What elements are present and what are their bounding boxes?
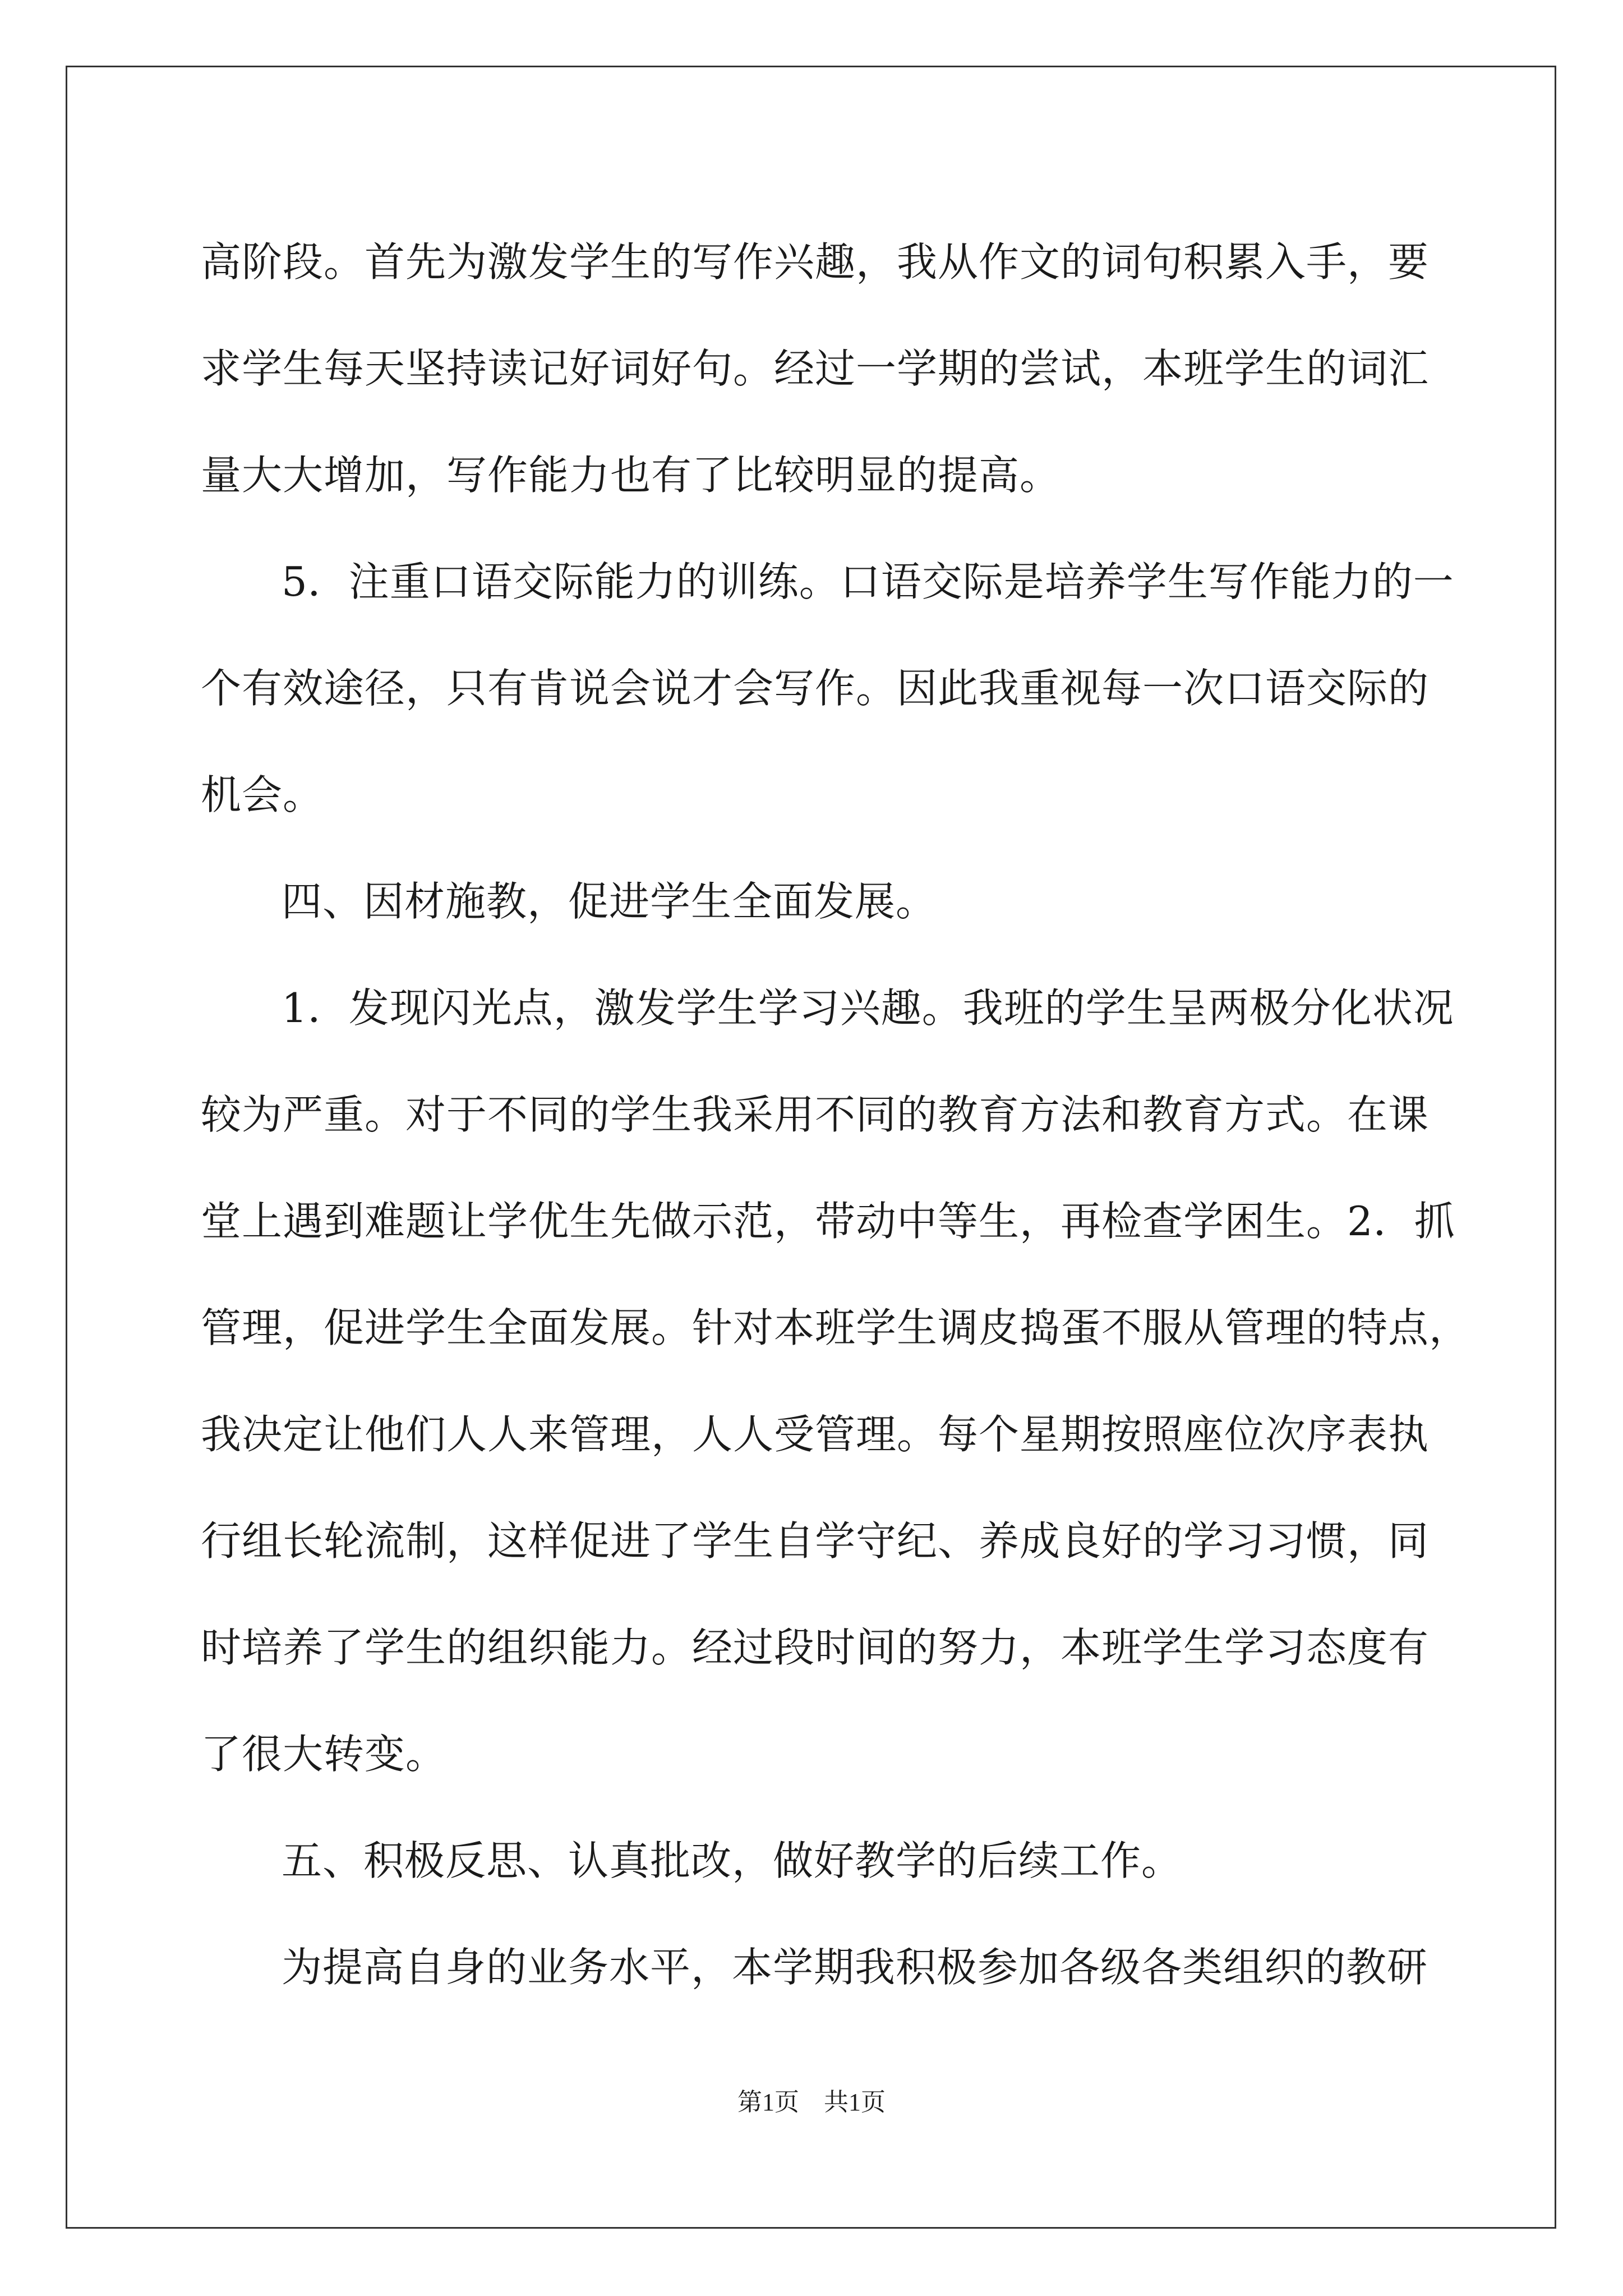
section-heading: 五、积极反思、认真批改，做好教学的后续工作。 [282, 1837, 1183, 1884]
text-line: 求学生每天坚持读记好词好句。经过一学期的尝试，本班学生的词汇 [201, 345, 1430, 392]
text-line: 了很大转变。 [201, 1731, 447, 1778]
text-line: 量大大增加，写作能力也有了比较明显的提高。 [201, 452, 1061, 499]
document-body [201, 209, 1470, 2021]
text-line: 为提高自身的业务水平，本学期我积极参加各级各类组织的教研 [282, 1944, 1428, 1991]
text-line: 高阶段。首先为激发学生的写作兴趣，我从作文的词句积累入手，要 [201, 238, 1430, 286]
total-page-count: 共1页 [824, 2088, 886, 2116]
text-line: 较为严重。对于不同的学生我采用不同的教育方法和教育方式。在课 [201, 1091, 1430, 1138]
text-line: 时培养了学生的组织能力。经过段时间的努力，本班学生学习态度有 [201, 1624, 1430, 1671]
text-line: 机会。 [201, 771, 324, 818]
text-line: 5．注重口语交际能力的训练。口语交际是培养学生写作能力的一 [282, 558, 1454, 605]
current-page-number: 第1页 [737, 2088, 799, 2116]
text-line: 堂上遇到难题让学优生先做示范，带动中等生，再检查学困生。2．抓 [201, 1198, 1455, 1245]
text-line: 个有效途径，只有肯说会说才会写作。因此我重视每一次口语交际的 [201, 665, 1430, 712]
text-line: 1．发现闪光点，激发学生学习兴趣。我班的学生呈两极分化状况 [282, 984, 1454, 1032]
text-line: 我决定让他们人人来管理，人人受管理。每个星期按照座位次序表执 [201, 1411, 1430, 1458]
text-line: 管理，促进学生全面发展。针对本班学生调皮捣蛋不服从管理的特点， [201, 1304, 1470, 1351]
text-line: 行组长轮流制，这样促进了学生自学守纪、养成良好的学习习惯，同 [201, 1517, 1430, 1565]
section-heading: 四、因材施教，促进学生全面发展。 [282, 878, 937, 925]
page-footer [0, 2086, 1623, 2119]
